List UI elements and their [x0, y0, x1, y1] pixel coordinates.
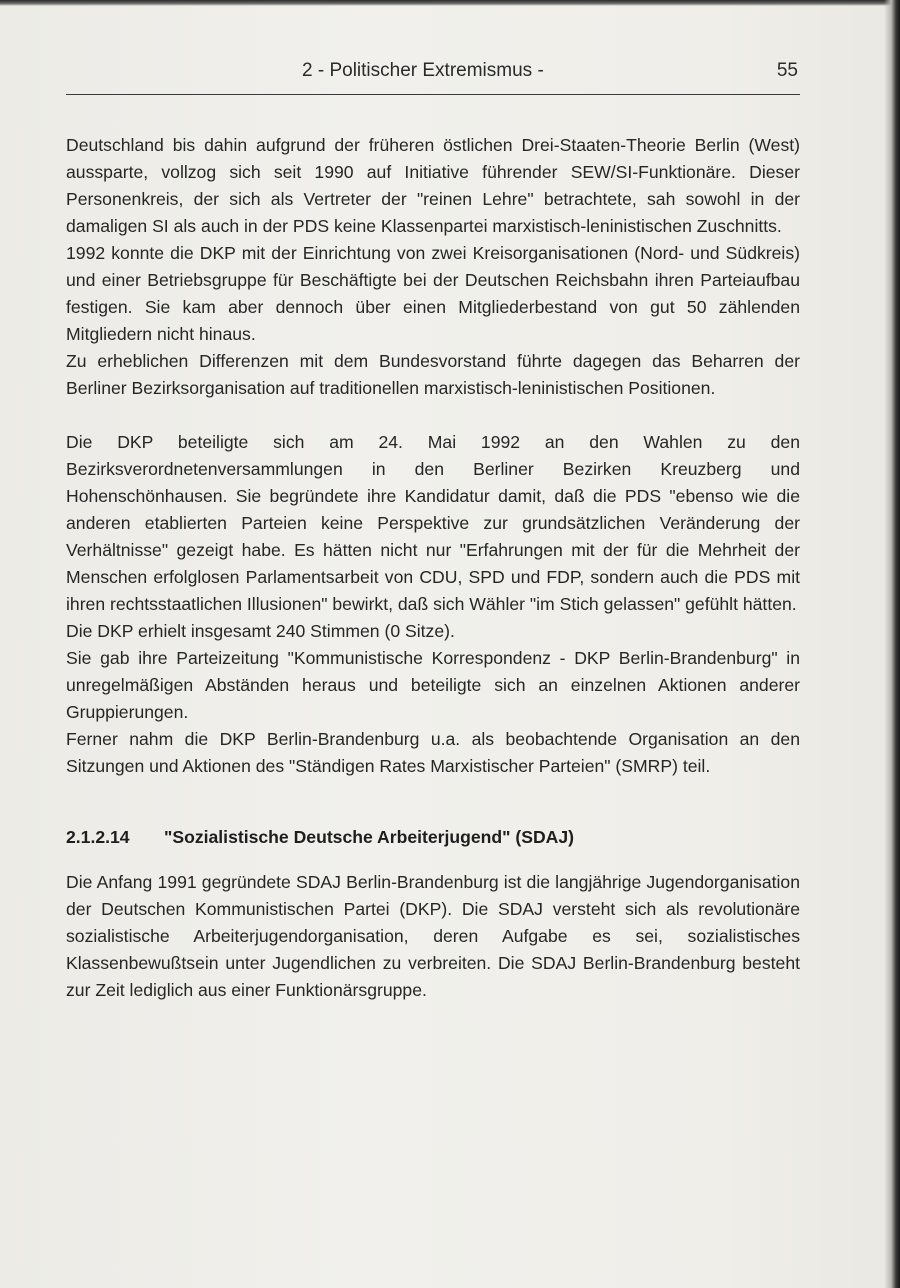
section-number: 2.1.2.14 — [66, 827, 130, 847]
header-rule — [66, 94, 800, 95]
page-header — [66, 56, 800, 86]
paragraph: Die Anfang 1991 gegründete SDAJ Berlin-Brandenburg ist die langjährige Jugendorganisation der Deutschen Kommunistischen Partei (DKP). Die SDAJ versteht sich als revolutionäre sozialistische Arbeiterjugendorganisation, deren Aufgabe es sei, sozialistisches Klassenbewußtsein unter Jugendlichen zu verbreiten. Die SDAJ Berlin-Brandenburg besteht zur Zeit lediglich aus einer Funktionärsgruppe. — [66, 872, 800, 1000]
paragraph: Ferner nahm die DKP Berlin-Brandenburg u.a. als beobachtende Organisation an den Sitzungen und Aktionen des "Ständigen Rates Marxistischer Parteien" (SMRP) teil. — [66, 729, 800, 776]
section-heading — [66, 824, 800, 851]
paragraph: Die DKP beteiligte sich am 24. Mai 1992 an den Wahlen zu den Bezirksverordnetenversammlungen in den Berliner Bezirken Kreuzberg und Hohenschönhausen. Sie begründete ihre Kandidatur damit, daß die PDS "ebenso wie die anderen etablierten Parteien keine Perspektive zur grundsätzlichen Veränderung der Verhältnisse" gezeigt habe. Es hätten nicht nur "Erfahrungen mit der für die Mehrheit der Menschen erfolglosen Parlamentsarbeit von CDU, SPD und FDP, sondern auch die PDS mit ihren rechtsstaatlichen Illusionen" bewirkt, daß sich Wähler "im Stich gelassen" gefühlt hätten. — [66, 432, 800, 614]
page-number: 55 — [776, 60, 798, 81]
page-top-shadow — [0, 0, 900, 6]
paragraph: Zu erheblichen Differenzen mit dem Bundesvorstand führte dagegen das Beharren der Berliner Bezirksorganisation auf traditionellen marxistisch-leninistischen Positionen. — [66, 351, 800, 398]
running-head: 2 - Politischer Extremismus - — [302, 60, 544, 81]
body-text — [66, 132, 800, 1004]
page-right-shadow — [884, 0, 900, 1288]
paragraph: 1992 konnte die DKP mit der Einrichtung von zwei Kreisorganisationen (Nord- und Südkreis) und einer Betriebsgruppe für Beschäftigte bei der Deutschen Reichsbahn ihren Parteiaufbau festigen. Sie kam aber dennoch über einen Mitgliederbestand von gut 50 zählenden Mitgliedern nicht hinaus. — [66, 243, 800, 344]
paragraph: Deutschland bis dahin aufgrund der früheren östlichen Drei-Staaten-Theorie Berlin (West) aussparte, vollzog sich seit 1990 auf Initiative führender SEW/SI-Funktionäre. Dieser Personenkreis, der sich als Vertreter der "reinen Lehre" betrachtete, sah sowohl in der damaligen SI als auch in der PDS keine Klassenpartei marxistisch-leninistischen Zuschnitts. — [66, 135, 800, 236]
section-title: "Sozialistische Deutsche Arbeiterjugend" (SDAJ) — [164, 827, 575, 847]
paragraph: Die DKP erhielt insgesamt 240 Stimmen (0 Sitze). — [66, 621, 455, 641]
paragraph: Sie gab ihre Parteizeitung "Kommunistische Korrespondenz - DKP Berlin-Brandenburg" in unregelmäßigen Abständen heraus und beteiligte sich an einzelnen Aktionen anderer Gruppierungen. — [66, 648, 800, 722]
